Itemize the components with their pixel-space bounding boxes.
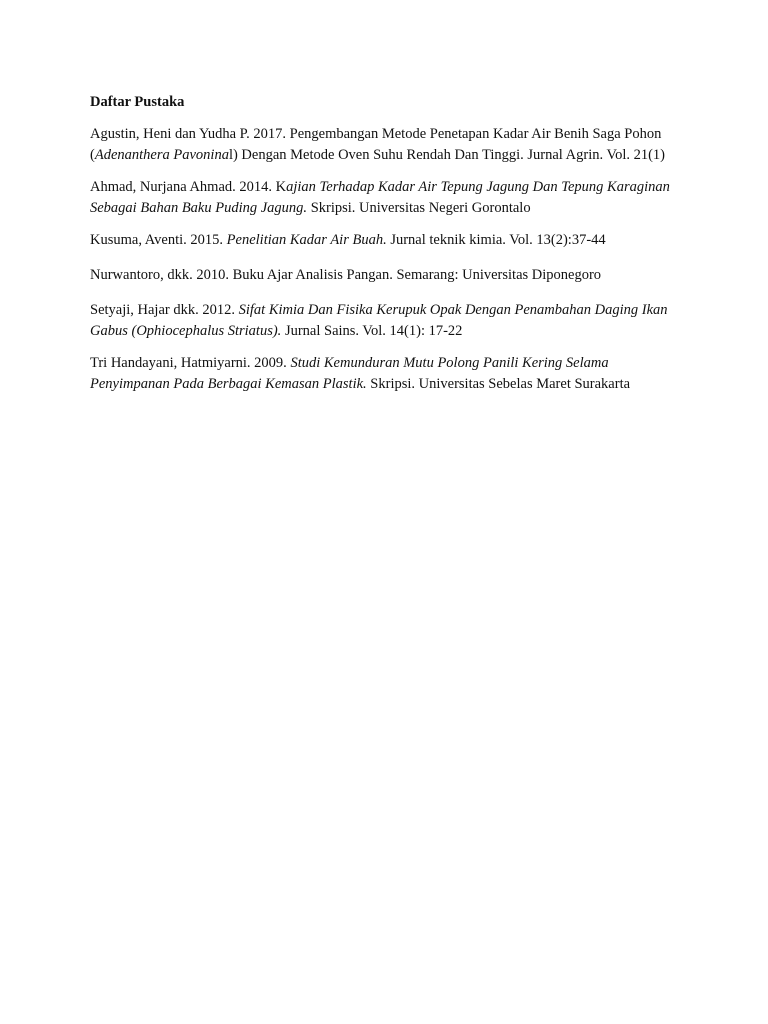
reference-italic-title: Adenanthera Pavonina <box>94 147 229 163</box>
reference-item <box>90 265 690 286</box>
document-page <box>90 92 690 406</box>
reference-item <box>90 230 690 251</box>
reference-text: Kusuma, Aventi. 2015. <box>90 232 227 248</box>
reference-italic-title: Studi Kemunduran Mutu Polong Panili Kering Selama Penyimpanan Pada Berbagai Kemasan Plastik. <box>90 355 609 392</box>
page-title: Daftar Pustaka <box>90 94 185 110</box>
reference-text: Setyaji, Hajar dkk. 2012. <box>90 302 239 318</box>
reference-italic-title: Penelitian Kadar Air Buah. <box>226 232 387 248</box>
reference-text: Jurnal Sains. Vol. 14(1): 17-22 <box>281 323 463 339</box>
reference-item <box>90 177 690 219</box>
reference-text: Tri Handayani, Hatmiyarni. 2009. <box>90 355 291 371</box>
reference-text: Ahmad, Nurjana Ahmad. 2014. K <box>90 179 287 195</box>
reference-italic-title: Sifat Kimia Dan Fisika Kerupuk Opak Dengan Penambahan Daging Ikan Gabus (Ophiocephalus Striatus). <box>90 302 668 339</box>
reference-text: l) Dengan Metode Oven Suhu Rendah Dan Tinggi. Jurnal Agrin. Vol. 21(1) <box>228 147 666 163</box>
reference-text: Skripsi. Universitas Negeri Gorontalo <box>307 200 531 216</box>
reference-item <box>90 353 690 395</box>
reference-italic-title: ajian Terhadap Kadar Air Tepung Jagung Dan Tepung Karaginan Sebagai Bahan Baku Puding Jagung. <box>90 179 670 216</box>
reference-text: Nurwantoro, dkk. 2010. Buku Ajar Analisis Pangan. Semarang: Universitas Diponegoro <box>90 267 602 283</box>
reference-item <box>90 124 690 166</box>
reference-text: Jurnal teknik kimia. Vol. 13(2):37-44 <box>386 232 606 248</box>
reference-text: Skripsi. Universitas Sebelas Maret Surakarta <box>366 376 631 392</box>
reference-item <box>90 300 690 342</box>
reference-text: Agustin, Heni dan Yudha P. 2017. Pengembangan Metode Penetapan Kadar Air Benih Saga Pohon ( <box>90 126 662 163</box>
